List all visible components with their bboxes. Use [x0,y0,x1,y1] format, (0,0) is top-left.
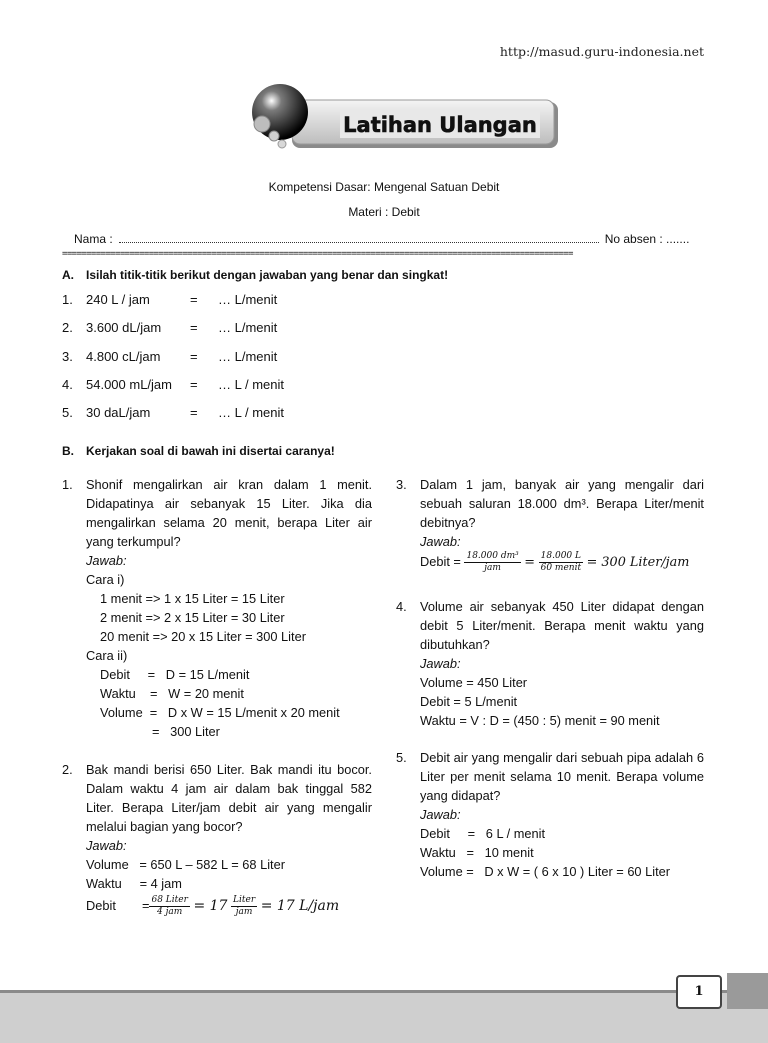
list-item [62,349,277,364]
item-question: 30 daL/jam [86,405,151,420]
answer-line: Debit = 5 L/menit [420,694,518,709]
cara-2-line: Volume = D x W = 15 L/menit x 20 menit [100,705,340,720]
question-1 [62,475,372,741]
question-5 [396,748,704,881]
page-number: 1 [676,975,722,1009]
materi: Materi : Debit [348,205,420,219]
question-4 [396,597,704,730]
item-question: 54.000 mL/jam [86,377,172,392]
separator: ========================================================================================================== [62,249,573,259]
list-item [62,377,284,392]
debit-formula: Debit = $\frac{\text{18.000 dm³}}{\text{jam}}$ = $\frac{18.000 L}{\text{60 menit}}$ = 300 Liter/jam [420,551,690,573]
item-answer: … L / menit [218,377,284,392]
cara-2-line: Debit = D = 15 L/menit [100,667,250,682]
question-text: Dalam 1 jam, banyak air yang mengalir dari sebuah saluran 18.000 dm³. Berapa Liter/menit debitnya? [420,477,704,530]
kompetensi-dasar: Kompetensi Dasar: Mengenal Satuan Debit [268,180,500,194]
footer-block [727,973,768,1009]
math-text: = 300 Liter/jam [586,554,690,570]
item-num: 2. [62,320,73,335]
question-text: Bak mandi berisi 650 Liter. Bak mandi itu bocor. Dalam waktu 4 jam air dalam bak tinggal 582 Liter. Berapa Liter/jam debit air yang mengalir melalui bagian yang bocor? [86,762,372,834]
debit-label: Debit [86,897,116,913]
footer-divider [0,990,768,993]
answer-block [86,836,372,918]
header-url: http://masud.guru-indonesia.net [499,44,704,59]
latihan-ulangan-logo [242,80,562,160]
math-text: = 17 L/jam [260,897,340,914]
item-question: 240 L / jam [86,292,150,307]
math-text: = 17 [193,897,228,914]
jawab-label: Jawab: [420,656,461,671]
question-num: 1. [62,477,73,492]
answer-line: Waktu = 4 jam [86,876,182,891]
cara-2-line: = 300 Liter [152,724,220,739]
answer-line: Waktu = V : D = (450 : 5) menit = 90 menit [420,713,660,728]
nama-label: Nama : [74,232,113,246]
answer-block [420,532,704,574]
question-2 [62,760,372,918]
cara-2-line: Waktu = W = 20 menit [100,686,244,701]
cara-1-line: 1 menit => 1 x 15 Liter = 15 Liter [100,591,285,606]
cara-1-line: 20 menit => 20 x 15 Liter = 300 Liter [100,629,306,644]
item-question: 4.800 cL/jam [86,349,161,364]
item-num: 4. [62,377,73,392]
item-answer: … L/menit [218,292,278,307]
section-b-label: B. [62,444,74,458]
answer-block [420,654,704,730]
cara-1-line: 2 menit => 2 x 15 Liter = 30 Liter [100,610,285,625]
answer-block [86,551,372,741]
fraction: $\frac{18.000 L}{\text{60 menit}}$ [540,551,582,573]
question-3 [396,475,704,574]
question-num: 3. [396,477,407,492]
question-text: Debit air yang mengalir dari sebuah pipa adalah 6 Liter per menit selama 10 menit. Berapa volume yang didapat? [420,750,704,803]
item-answer: … L/menit [218,320,278,335]
question-num: 4. [396,599,407,614]
item-num: 1. [62,292,73,307]
list-item [62,320,277,335]
name-line [74,232,689,246]
absen-label: No absen : ....... [604,232,690,246]
item-eq: = [190,292,198,307]
item-eq: = [190,405,198,420]
question-num: 5. [396,750,407,765]
fraction: $\frac{\text{18.000 dm³}}{\text{jam}}$ [466,551,519,573]
cara-1-label: Cara i) [86,572,125,587]
question-text: Shonif mengalirkan air kran dalam 1 menit. Didapatinya air sebanyak 15 Liter. Jika dia mengalirkan selama 20 menit, berapa Liter air yang terkumpul? [86,477,372,549]
section-a-instruction: Isilah titik-titik berikut dengan jawaban yang benar dan singkat! [86,268,449,282]
answer-line: Volume = D x W = ( 6 x 10 ) Liter = 60 Liter [420,864,671,879]
item-eq: = [190,377,198,392]
cara-2-label: Cara ii) [86,648,128,663]
question-text: Volume air sebanyak 450 Liter didapat dengan debit 5 Liter/menit. Berapa menit waktu yang dibutuhkan? [420,599,704,652]
section-a-label: A. [62,268,74,282]
debit-label: Debit = [420,553,461,569]
section-a-heading [62,268,448,282]
item-question: 3.600 dL/jam [86,320,162,335]
nama-field [119,232,599,243]
item-num: 3. [62,349,73,364]
fraction: $\frac{\text{68 Liter}}{\text{4 jam}}$ [151,895,188,917]
list-item [62,405,284,420]
answer-line: Debit = 6 L / menit [420,826,546,841]
section-b-instruction: Kerjakan soal di bawah ini disertai caranya! [86,444,335,458]
item-eq: = [190,349,198,364]
question-num: 2. [62,762,73,777]
jawab-label: Jawab: [86,553,127,568]
fraction: $\frac{\text{Liter}}{\text{jam}}$ [233,895,256,917]
answer-block [420,805,704,881]
item-eq: = [190,320,198,335]
item-answer: … L/menit [218,349,278,364]
jawab-label: Jawab: [86,838,127,853]
section-b-heading [62,444,335,458]
answer-line: Volume = 650 L – 582 L = 68 Liter [86,857,285,872]
logo-title: Latihan Ulangan [343,113,537,137]
footer-band [0,990,768,1043]
jawab-label: Jawab: [420,807,461,822]
item-num: 5. [62,405,73,420]
answer-line: Volume = 450 Liter [420,675,528,690]
debit-formula: Debit = $\frac{\text{68 Liter}}{\text{4 jam}}$ = 17 $\frac{\text{Liter}}{\text{jam}}$ = 17 L/jam [86,895,340,917]
list-item [62,292,277,307]
jawab-label: Jawab: [420,534,461,549]
answer-line: Waktu = 10 menit [420,845,534,860]
item-answer: … L / menit [218,405,284,420]
